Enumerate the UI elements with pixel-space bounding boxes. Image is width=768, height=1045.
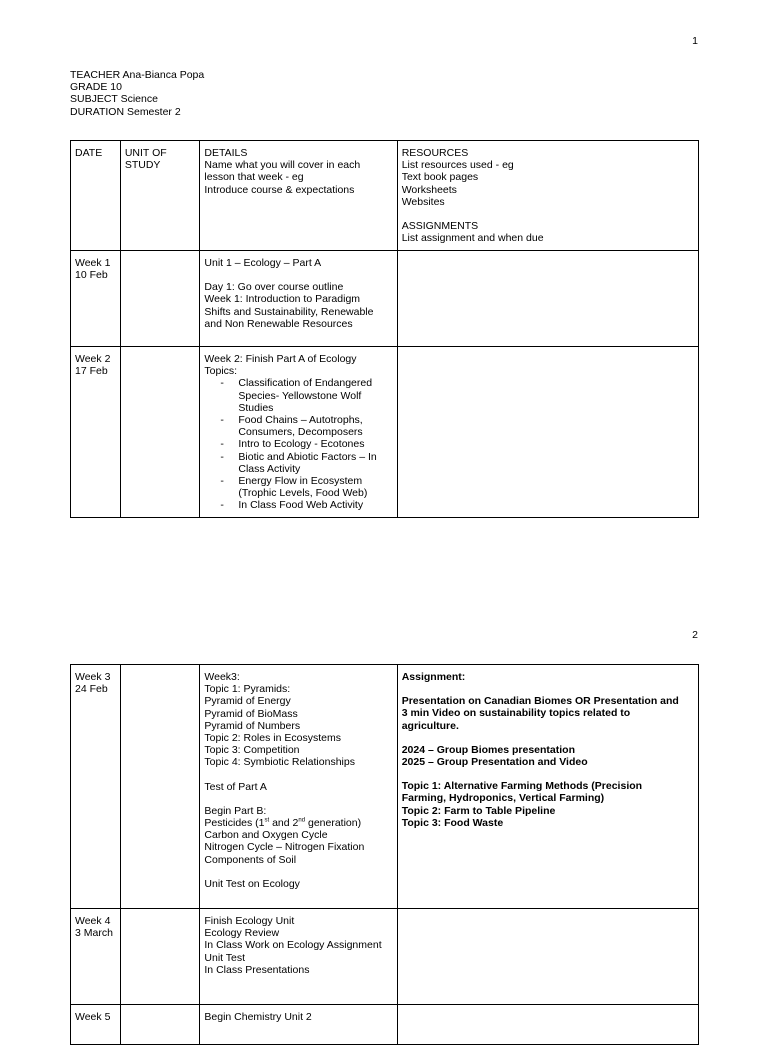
lesson-plan-table-page1 — [70, 140, 699, 518]
header-date: DATE — [71, 141, 121, 251]
week1-details: Unit 1 – Ecology – Part A Day 1: Go over course outline Week 1: Introduction to Paradigm Shifts and Sustainability, Renewable and Non Renewable Resources — [200, 251, 397, 347]
week2-unit — [120, 347, 200, 518]
list-item: - In Class Food Web Activity — [220, 499, 392, 511]
week1-unit — [120, 251, 200, 347]
table-row-week2 — [71, 347, 699, 518]
page-number: 2 — [692, 629, 698, 641]
page-number: 1 — [692, 35, 698, 47]
week4-details: Finish Ecology Unit Ecology Review In Class Work on Ecology Assignment Unit Test In Class Presentations — [200, 909, 397, 1005]
week4-date: Week 4 3 March — [71, 909, 121, 1005]
table-row-week5 — [71, 1005, 699, 1045]
week5-date: Week 5 — [71, 1005, 121, 1045]
header-unit: UNIT OF STUDY — [120, 141, 200, 251]
week3-unit — [120, 665, 200, 909]
week2-details: Week 2: Finish Part A of Ecology Topics: - Classification of Endangered Species- Yellowstone Wolf Studies - Food Chains – Autotrophs, Consumers, Decomposers - Intro to Ecology - Ecotones - Biotic and Abiotic Factors – In Class Activity - Energy Flow in Ecosystem (Trophic Levels, Food Web) - In Class Food Web Activity — [200, 347, 397, 518]
week1-resources — [397, 251, 698, 347]
header-resources: RESOURCES List resources used - eg Text book pages Worksheets Websites ASSIGNMENTS List assignment and when due — [397, 141, 698, 251]
week3-date: Week 3 24 Feb — [71, 665, 121, 909]
week1-date: Week 1 10 Feb — [71, 251, 121, 347]
table-row-week1 — [71, 251, 699, 347]
week3-resources: Assignment: Presentation on Canadian Biomes OR Presentation and 3 min Video on sustainability topics related to agriculture. 2024 – Group Biomes presentation 2025 – Group Presentation and Video Topic 1: Alternative Farming Methods (Precision Farming, Hydroponics, Vertical Farming) Topic 2: Farm to Table Pipeline Topic 3: Food Waste — [397, 665, 698, 909]
list-item: - Intro to Ecology - Ecotones — [220, 438, 392, 450]
week3-details: Week3: Topic 1: Pyramids: Pyramid of Energy Pyramid of BioMass Pyramid of Numbers Topic 2: Roles in Ecosystems Topic 3: Competition Topic 4: Symbiotic Relationships Test of Part A Begin Part B: Pesticides (1st and 2nd generation) Carbon and Oxygen Cycle Nitrogen Cycle – Nitrogen Fixation Components of Soil Unit Test on Ecology — [200, 665, 397, 909]
grade-line: GRADE 10 — [70, 81, 122, 94]
week4-unit — [120, 909, 200, 1005]
week2-topic-list — [204, 377, 392, 511]
list-item: - Classification of Endangered Species- Yellowstone Wolf Studies — [220, 377, 392, 414]
header-details: DETAILS Name what you will cover in each lesson that week - eg Introduce course & expectations — [200, 141, 397, 251]
week2-date: Week 2 17 Feb — [71, 347, 121, 518]
week4-resources — [397, 909, 698, 1005]
lesson-plan-table-page2 — [70, 664, 699, 1045]
document-header — [70, 69, 204, 118]
week2-resources — [397, 347, 698, 518]
table-header-row — [71, 141, 699, 251]
subject-line: SUBJECT Science — [70, 93, 158, 106]
list-item: - Biotic and Abiotic Factors – In Class Activity — [220, 451, 392, 475]
table-row-week3 — [71, 665, 699, 909]
week5-unit — [120, 1005, 200, 1045]
teacher-line: TEACHER Ana-Bianca Popa — [70, 69, 205, 81]
list-item: - Energy Flow in Ecosystem (Trophic Levels, Food Web) — [220, 475, 392, 499]
week5-resources — [397, 1005, 698, 1045]
list-item: - Food Chains – Autotrophs, Consumers, Decomposers — [220, 414, 392, 438]
duration-line: DURATION Semester 2 — [70, 105, 181, 118]
table-row-week4 — [71, 909, 699, 1005]
week5-details: Begin Chemistry Unit 2 — [200, 1005, 397, 1045]
